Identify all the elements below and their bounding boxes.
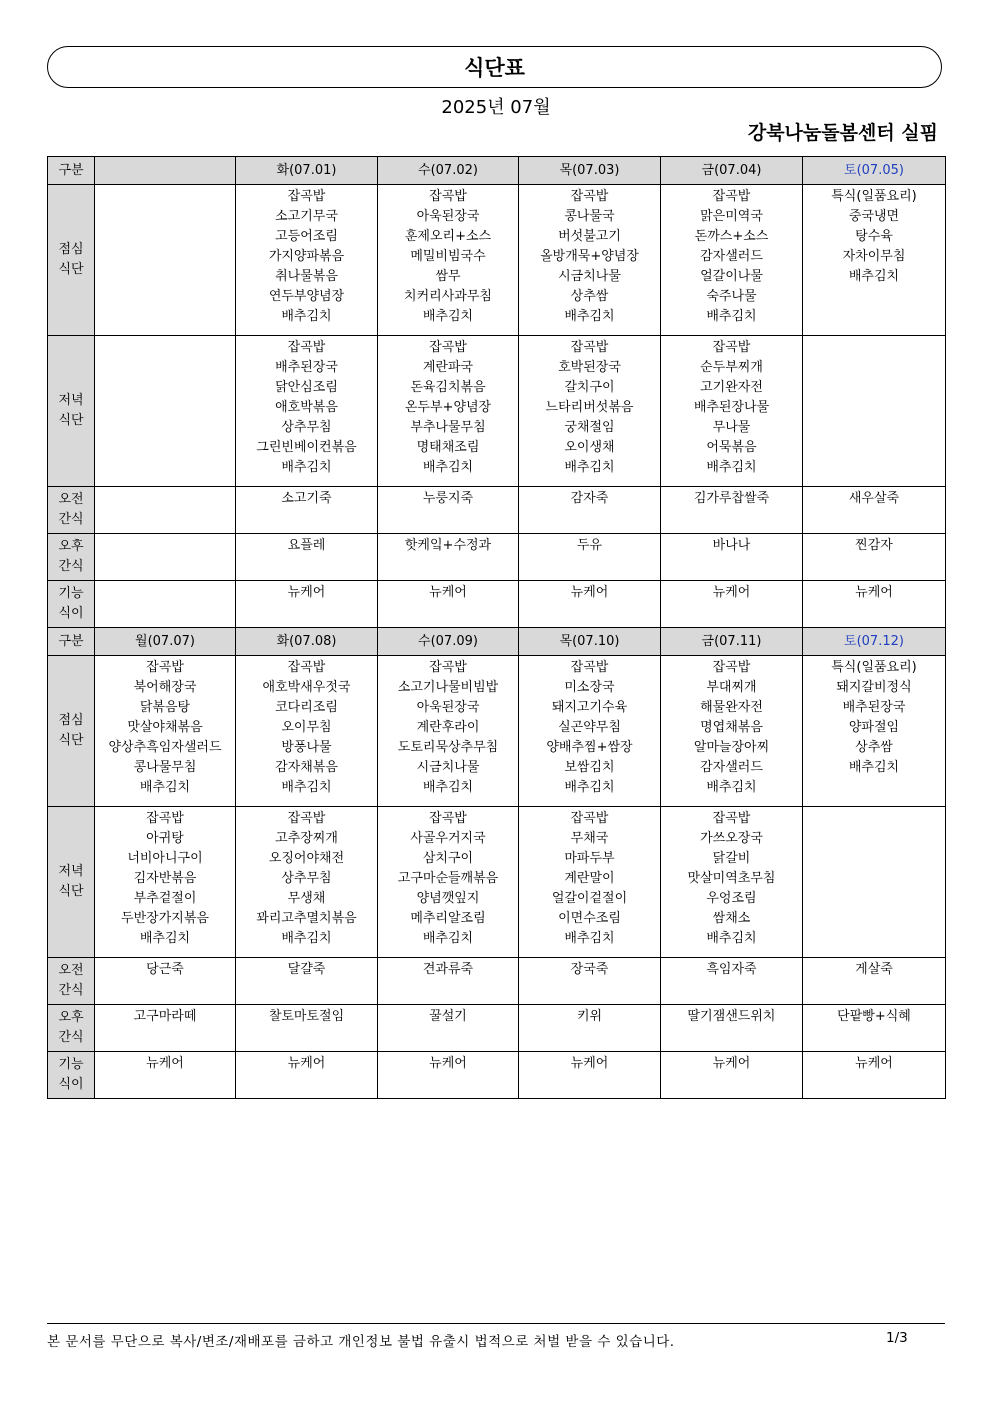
menu-item: 사골우거지국 bbox=[410, 831, 486, 846]
pm-snack-label bbox=[48, 534, 95, 581]
func-label bbox=[48, 1052, 95, 1099]
menu-item: 무나물 bbox=[712, 420, 751, 435]
menu-item: 명태채조림 bbox=[416, 440, 480, 455]
menu-item: 잡곡밥 bbox=[287, 340, 326, 355]
menu-item: 잡곡밥 bbox=[570, 660, 609, 675]
menu-item: 자차이무침 bbox=[842, 249, 906, 264]
menu-item: 두반장가지볶음 bbox=[121, 911, 209, 926]
menu-item: 배추김치 bbox=[422, 460, 474, 475]
lunch-row bbox=[48, 185, 946, 336]
am-snack-cell bbox=[95, 487, 236, 534]
row-label-text: 간식 bbox=[58, 559, 84, 574]
lunch-cell bbox=[519, 185, 661, 336]
lunch-cell bbox=[803, 185, 946, 336]
func-cell bbox=[378, 581, 519, 628]
menu-item: 오이무침 bbox=[281, 720, 332, 735]
am-snack-cell bbox=[236, 958, 378, 1005]
menu-item: 도토리묵상추무침 bbox=[397, 740, 499, 755]
menu-item: 콩나물무침 bbox=[133, 760, 197, 775]
am-snack-cell bbox=[661, 487, 803, 534]
menu-item: 잡곡밥 bbox=[429, 340, 467, 355]
dinner-cell bbox=[95, 807, 236, 958]
pm-snack-cell bbox=[95, 534, 236, 581]
func-cell bbox=[236, 1052, 378, 1099]
menu-item: 오징어야채전 bbox=[268, 851, 345, 866]
menu-item: 뉴케어 bbox=[570, 1056, 609, 1071]
pm-snack-row bbox=[48, 534, 946, 581]
row-label-text: 식이 bbox=[58, 606, 84, 621]
menu-item: 감자샐러드 bbox=[700, 249, 763, 264]
gubun-label: 구분 bbox=[48, 628, 95, 656]
menu-item: 배추김치 bbox=[706, 309, 757, 324]
menu-item: 실곤약무침 bbox=[558, 720, 621, 735]
func-cell bbox=[519, 581, 661, 628]
page-title: 식단표 bbox=[464, 56, 525, 80]
menu-item: 배추된장국 bbox=[842, 700, 906, 715]
week-header-row bbox=[48, 628, 946, 656]
row-label-text: 식이 bbox=[58, 1077, 84, 1092]
day-header: 수(07.02) bbox=[378, 157, 519, 185]
menu-item: 가쓰오장국 bbox=[700, 831, 763, 846]
am-snack-cell bbox=[803, 958, 946, 1005]
dinner-cell bbox=[519, 336, 661, 487]
dinner-cell bbox=[661, 807, 803, 958]
menu-item: 꿀설기 bbox=[429, 1009, 467, 1024]
lunch-cell bbox=[519, 656, 661, 807]
pm-snack-cell bbox=[803, 534, 946, 581]
pm-snack-cell bbox=[661, 534, 803, 581]
am-snack-cell bbox=[378, 487, 519, 534]
menu-item: 연두부양념장 bbox=[268, 289, 345, 304]
row-label-text: 점심 bbox=[58, 242, 84, 257]
menu-item: 뉴케어 bbox=[287, 585, 326, 600]
menu-item: 중국냉면 bbox=[848, 209, 900, 224]
lunch-label bbox=[48, 185, 95, 336]
menu-item: 고기완자전 bbox=[700, 380, 763, 395]
menu-item: 감자샐러드 bbox=[700, 760, 763, 775]
func-cell bbox=[519, 1052, 661, 1099]
func-cell bbox=[236, 581, 378, 628]
menu-item: 배추김치 bbox=[281, 460, 332, 475]
menu-item: 흑임자죽 bbox=[706, 962, 757, 977]
dinner-cell bbox=[95, 336, 236, 487]
row-label-text: 기능 bbox=[58, 586, 84, 601]
func-row bbox=[48, 1052, 946, 1099]
lunch-cell bbox=[378, 656, 519, 807]
menu-item: 가지양파볶음 bbox=[268, 249, 345, 264]
pm-snack-cell bbox=[236, 1005, 378, 1052]
menu-item: 꽈리고추멸치볶음 bbox=[256, 911, 357, 926]
menu-item: 요플레 bbox=[287, 538, 326, 553]
menu-item: 배추김치 bbox=[139, 931, 191, 946]
menu-item: 코다리조림 bbox=[275, 700, 338, 715]
menu-item: 상추쌈 bbox=[855, 740, 893, 755]
menu-item: 뉴케어 bbox=[712, 1056, 751, 1071]
menu-item: 무생채 bbox=[287, 891, 326, 906]
pm-snack-cell bbox=[519, 1005, 661, 1052]
center-name: 강북나눔돌봄센터 실핌 bbox=[747, 122, 938, 144]
footer-notice: 본 문서를 무단으로 복사/변조/재배포를 금하고 개인정보 불법 유출시 법적으로 처벌 받을 수 있습니다. bbox=[47, 1334, 675, 1350]
menu-item: 상추무침 bbox=[281, 420, 332, 435]
day-header: 금(07.11) bbox=[661, 628, 803, 656]
row-label-text: 오전 bbox=[58, 492, 84, 507]
menu-item: 김가루찹쌀죽 bbox=[693, 491, 770, 506]
menu-item: 치커리사과무침 bbox=[404, 289, 492, 304]
menu-item: 달걀죽 bbox=[287, 962, 326, 977]
menu-item: 상추무침 bbox=[281, 871, 332, 886]
menu-item: 찰토마토절임 bbox=[268, 1009, 345, 1024]
menu-item: 잡곡밥 bbox=[429, 660, 467, 675]
menu-item: 견과류죽 bbox=[422, 962, 474, 977]
row-label-text: 식단 bbox=[58, 733, 84, 748]
row-label-text: 기능 bbox=[58, 1057, 84, 1072]
pm-snack-cell bbox=[378, 534, 519, 581]
menu-item: 알마늘장아찌 bbox=[693, 740, 770, 755]
menu-item: 뉴케어 bbox=[570, 585, 609, 600]
menu-item: 오이생채 bbox=[564, 440, 615, 455]
pm-snack-label bbox=[48, 1005, 95, 1052]
menu-item: 소고기죽 bbox=[281, 491, 332, 506]
menu-item: 맛살야채볶음 bbox=[127, 720, 203, 735]
menu-item: 애호박새우젓국 bbox=[262, 680, 351, 695]
menu-item: 돼지고기수육 bbox=[551, 700, 628, 715]
day-header: 토(07.12) bbox=[803, 628, 946, 656]
menu-item: 버섯불고기 bbox=[558, 229, 621, 244]
menu-item: 고구마라떼 bbox=[133, 1009, 197, 1024]
menu-item: 숙주나물 bbox=[706, 289, 757, 304]
menu-item: 마파두부 bbox=[564, 851, 615, 866]
day-header: 토(07.05) bbox=[803, 157, 946, 185]
row-label-text: 간식 bbox=[58, 983, 84, 998]
menu-item: 배추김치 bbox=[422, 931, 474, 946]
dinner-cell bbox=[519, 807, 661, 958]
day-header: 목(07.03) bbox=[519, 157, 661, 185]
menu-item: 시금치나물 bbox=[416, 760, 480, 775]
menu-item: 쌈채소 bbox=[712, 911, 751, 926]
dinner-cell bbox=[661, 336, 803, 487]
menu-item: 맛살미역초무침 bbox=[687, 871, 776, 886]
menu-item: 단팥빵+식혜 bbox=[837, 1009, 911, 1024]
func-cell bbox=[661, 1052, 803, 1099]
dinner-cell bbox=[803, 336, 946, 487]
menu-item: 순두부찌개 bbox=[700, 360, 763, 375]
am-snack-cell bbox=[803, 487, 946, 534]
lunch-label bbox=[48, 656, 95, 807]
menu-item: 방풍나물 bbox=[281, 740, 332, 755]
menu-item: 잡곡밥 bbox=[712, 340, 751, 355]
menu-item: 시금치나물 bbox=[558, 269, 621, 284]
menu-item: 특식(일품요리) bbox=[831, 660, 917, 675]
row-label-text: 식단 bbox=[58, 413, 84, 428]
row-label-text: 간식 bbox=[58, 1030, 84, 1045]
menu-item: 배추김치 bbox=[706, 931, 757, 946]
day-header bbox=[95, 157, 236, 185]
pm-snack-cell bbox=[236, 534, 378, 581]
menu-item: 배추김치 bbox=[564, 780, 615, 795]
lunch-cell bbox=[236, 185, 378, 336]
menu-item: 양파절임 bbox=[848, 720, 900, 735]
menu-item: 닭갈비 bbox=[712, 851, 751, 866]
day-header: 화(07.08) bbox=[236, 628, 378, 656]
row-label-text: 식단 bbox=[58, 884, 84, 899]
month-label: 2025년 07월 bbox=[441, 97, 551, 118]
menu-item: 궁채절임 bbox=[564, 420, 615, 435]
row-label-text: 오전 bbox=[58, 963, 84, 978]
menu-item: 찐감자 bbox=[855, 538, 893, 553]
menu-item: 배추김치 bbox=[564, 460, 615, 475]
menu-item: 온두부+양념장 bbox=[404, 400, 492, 415]
lunch-cell bbox=[661, 656, 803, 807]
dinner-cell bbox=[236, 807, 378, 958]
am-snack-cell bbox=[519, 958, 661, 1005]
row-label-text: 식단 bbox=[58, 262, 84, 277]
am-snack-cell bbox=[95, 958, 236, 1005]
menu-item: 맑은미역국 bbox=[700, 209, 763, 224]
am-snack-row bbox=[48, 958, 946, 1005]
menu-item: 얼갈이나물 bbox=[700, 269, 763, 284]
menu-item: 보쌈김치 bbox=[564, 760, 615, 775]
pm-snack-cell bbox=[95, 1005, 236, 1052]
menu-item: 잡곡밥 bbox=[429, 189, 467, 204]
menu-item: 감자채볶음 bbox=[275, 760, 338, 775]
dinner-cell bbox=[378, 336, 519, 487]
menu-item: 고추장찌개 bbox=[275, 831, 338, 846]
menu-table bbox=[47, 156, 946, 1099]
menu-item: 배추김치 bbox=[848, 269, 900, 284]
lunch-cell bbox=[95, 185, 236, 336]
day-header: 화(07.01) bbox=[236, 157, 378, 185]
func-cell bbox=[803, 1052, 946, 1099]
row-label-text: 오후 bbox=[58, 539, 84, 554]
pm-snack-cell bbox=[803, 1005, 946, 1052]
menu-item: 취나물볶음 bbox=[275, 269, 338, 284]
menu-item: 뉴케어 bbox=[429, 1056, 467, 1071]
menu-item: 뉴케어 bbox=[855, 1056, 893, 1071]
am-snack-cell bbox=[519, 487, 661, 534]
menu-item: 상추쌈 bbox=[570, 289, 609, 304]
menu-item: 게살죽 bbox=[855, 962, 893, 977]
menu-item: 미소장국 bbox=[564, 680, 615, 695]
menu-item: 배추김치 bbox=[422, 780, 474, 795]
menu-item: 느타리버섯볶음 bbox=[545, 400, 634, 415]
menu-item: 애호박볶음 bbox=[275, 400, 338, 415]
row-label-text: 간식 bbox=[58, 512, 84, 527]
menu-item: 아귀탕 bbox=[146, 831, 184, 846]
dinner-row bbox=[48, 807, 946, 958]
am-snack-label bbox=[48, 487, 95, 534]
menu-item: 돼지갈비정식 bbox=[836, 680, 912, 695]
day-header: 월(07.07) bbox=[95, 628, 236, 656]
menu-item: 바나나 bbox=[712, 538, 751, 553]
gubun-label: 구분 bbox=[48, 157, 95, 185]
menu-item: 북어해장국 bbox=[133, 680, 197, 695]
func-row bbox=[48, 581, 946, 628]
menu-item: 소고기무국 bbox=[275, 209, 338, 224]
menu-item: 얼갈이겉절이 bbox=[551, 891, 628, 906]
menu-item: 잡곡밥 bbox=[287, 189, 326, 204]
dinner-row bbox=[48, 336, 946, 487]
menu-item: 갈치구이 bbox=[564, 380, 615, 395]
pm-snack-cell bbox=[519, 534, 661, 581]
dinner-label bbox=[48, 336, 95, 487]
menu-item: 그린빈베이컨볶음 bbox=[256, 440, 357, 455]
dinner-cell bbox=[378, 807, 519, 958]
day-header: 금(07.04) bbox=[661, 157, 803, 185]
menu-item: 뉴케어 bbox=[712, 585, 751, 600]
menu-item: 배추김치 bbox=[139, 780, 191, 795]
menu-item: 키위 bbox=[576, 1009, 603, 1024]
menu-item: 부추겉절이 bbox=[133, 891, 197, 906]
menu-item: 고등어조림 bbox=[275, 229, 338, 244]
page-title-box bbox=[47, 46, 942, 88]
menu-item: 배추된장나물 bbox=[693, 400, 770, 415]
menu-item: 장국죽 bbox=[570, 962, 609, 977]
func-cell bbox=[378, 1052, 519, 1099]
menu-item: 훈제오리+소스 bbox=[404, 229, 492, 244]
menu-item: 양상추흑임자샐러드 bbox=[108, 740, 222, 755]
menu-item: 잡곡밥 bbox=[146, 660, 184, 675]
lunch-cell bbox=[378, 185, 519, 336]
menu-item: 부추나물무침 bbox=[410, 420, 486, 435]
menu-item: 잡곡밥 bbox=[429, 811, 467, 826]
dinner-cell bbox=[236, 336, 378, 487]
menu-item: 감자죽 bbox=[570, 491, 609, 506]
menu-item: 배추김치 bbox=[422, 309, 474, 324]
menu-item: 해물완자전 bbox=[700, 700, 763, 715]
menu-item: 뉴케어 bbox=[429, 585, 467, 600]
menu-item: 새우살죽 bbox=[848, 491, 900, 506]
lunch-cell bbox=[803, 656, 946, 807]
menu-item: 누룽지죽 bbox=[422, 491, 474, 506]
func-cell bbox=[661, 581, 803, 628]
menu-item: 배추김치 bbox=[706, 780, 757, 795]
menu-item: 소고기나물비빔밥 bbox=[397, 680, 499, 695]
menu-item: 아욱된장국 bbox=[416, 700, 480, 715]
menu-item: 당근죽 bbox=[146, 962, 184, 977]
menu-item: 계란파국 bbox=[422, 360, 474, 375]
menu-item: 잡곡밥 bbox=[287, 811, 326, 826]
menu-item: 배추김치 bbox=[564, 309, 615, 324]
menu-item: 올방개묵+양념장 bbox=[540, 249, 639, 264]
dinner-cell bbox=[803, 807, 946, 958]
menu-item: 명엽채볶음 bbox=[700, 720, 763, 735]
menu-item: 고구마순들깨볶음 bbox=[397, 871, 499, 886]
menu-item: 잡곡밥 bbox=[712, 811, 751, 826]
menu-item: 배추김치 bbox=[848, 760, 900, 775]
menu-item: 잡곡밥 bbox=[712, 660, 751, 675]
menu-item: 호박된장국 bbox=[558, 360, 621, 375]
menu-item: 닭볶음탕 bbox=[139, 700, 191, 715]
menu-item: 계란후라이 bbox=[416, 720, 480, 735]
am-snack-cell bbox=[661, 958, 803, 1005]
pm-snack-cell bbox=[661, 1005, 803, 1052]
menu-item: 뉴케어 bbox=[287, 1056, 326, 1071]
am-snack-label bbox=[48, 958, 95, 1005]
menu-item: 김자반볶음 bbox=[133, 871, 197, 886]
menu-item: 배추김치 bbox=[706, 460, 757, 475]
menu-item: 잡곡밥 bbox=[570, 340, 609, 355]
lunch-cell bbox=[661, 185, 803, 336]
row-label-text: 저녁 bbox=[58, 864, 84, 879]
menu-item: 잡곡밥 bbox=[570, 189, 609, 204]
row-label-text: 점심 bbox=[58, 713, 84, 728]
menu-item: 배추된장국 bbox=[275, 360, 338, 375]
row-label-text: 저녁 bbox=[58, 393, 84, 408]
week-header-row bbox=[48, 157, 946, 185]
menu-item: 어묵볶음 bbox=[706, 440, 757, 455]
func-label bbox=[48, 581, 95, 628]
menu-item: 배추김치 bbox=[281, 931, 332, 946]
menu-item: 배추김치 bbox=[281, 780, 332, 795]
am-snack-cell bbox=[236, 487, 378, 534]
menu-item: 잡곡밥 bbox=[287, 660, 326, 675]
menu-item: 딸기잼샌드위치 bbox=[687, 1009, 776, 1024]
menu-item: 돈까스+소스 bbox=[694, 229, 769, 244]
menu-item: 메추리알조림 bbox=[410, 911, 486, 926]
menu-item: 부대찌개 bbox=[706, 680, 757, 695]
menu-item: 이면수조림 bbox=[558, 911, 621, 926]
menu-item: 우엉조림 bbox=[706, 891, 757, 906]
func-cell bbox=[803, 581, 946, 628]
func-cell bbox=[95, 1052, 236, 1099]
menu-item: 삼치구이 bbox=[422, 851, 474, 866]
menu-item: 뉴케어 bbox=[855, 585, 893, 600]
menu-item: 두유 bbox=[576, 538, 603, 553]
menu-item: 너비아니구이 bbox=[127, 851, 203, 866]
menu-item: 콩나물국 bbox=[564, 209, 615, 224]
menu-item: 돈육김치볶음 bbox=[410, 380, 486, 395]
lunch-cell bbox=[236, 656, 378, 807]
pm-snack-row bbox=[48, 1005, 946, 1052]
menu-item: 특식(일품요리) bbox=[831, 189, 917, 204]
menu-item: 쌈무 bbox=[435, 269, 461, 284]
menu-item: 배추김치 bbox=[564, 931, 615, 946]
day-header: 목(07.10) bbox=[519, 628, 661, 656]
menu-item: 뉴케어 bbox=[146, 1056, 184, 1071]
menu-item: 잡곡밥 bbox=[712, 189, 751, 204]
menu-item: 양념깻잎지 bbox=[416, 891, 480, 906]
dinner-label bbox=[48, 807, 95, 958]
pm-snack-cell bbox=[378, 1005, 519, 1052]
menu-item: 양배추찜+쌈장 bbox=[546, 740, 633, 755]
page-number: 1/3 bbox=[886, 1330, 908, 1346]
menu-item: 닭안심조림 bbox=[275, 380, 338, 395]
lunch-row bbox=[48, 656, 946, 807]
menu-item: 잡곡밥 bbox=[146, 811, 184, 826]
menu-item: 핫케잌+수정과 bbox=[404, 538, 492, 553]
menu-item: 배추김치 bbox=[281, 309, 332, 324]
am-snack-row bbox=[48, 487, 946, 534]
menu-item: 탕수육 bbox=[855, 229, 893, 244]
row-label-text: 오후 bbox=[58, 1010, 84, 1025]
menu-item: 아욱된장국 bbox=[416, 209, 480, 224]
day-header: 수(07.09) bbox=[378, 628, 519, 656]
menu-item: 메밀비빔국수 bbox=[410, 249, 486, 264]
footer-divider bbox=[47, 1323, 945, 1324]
menu-item: 잡곡밥 bbox=[570, 811, 609, 826]
menu-item: 무채국 bbox=[570, 831, 609, 846]
menu-item: 계란말이 bbox=[564, 871, 615, 886]
am-snack-cell bbox=[378, 958, 519, 1005]
func-cell bbox=[95, 581, 236, 628]
lunch-cell bbox=[95, 656, 236, 807]
